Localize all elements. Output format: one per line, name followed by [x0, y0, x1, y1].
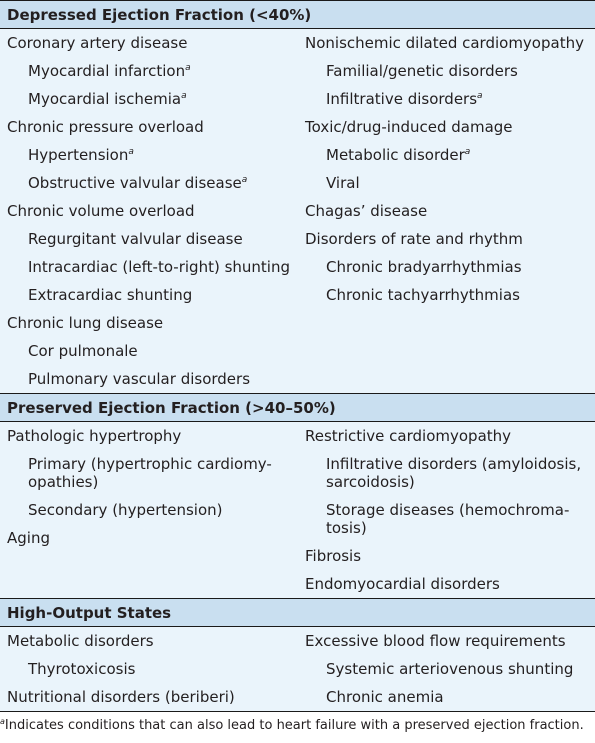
- sub-entry: [7, 85, 297, 113]
- sub-entry: [7, 169, 297, 197]
- entry-text: Chronic tachyarrhythmias: [326, 286, 520, 304]
- sub-entry: [7, 141, 297, 169]
- entry-text: Nonischemic dilated cardiomyopathy: [305, 34, 584, 52]
- footnote-marker: a: [128, 147, 134, 157]
- category-entry: [7, 524, 297, 552]
- entry-text: Intracardiac (left-to-right) shunting: [28, 258, 290, 276]
- entry-text: Infiltrative disorders (amyloidosis, sarcoidosis): [326, 455, 582, 491]
- entry-text: Chronic bradyarrhythmias: [326, 258, 522, 276]
- footnote-marker: a: [464, 147, 471, 157]
- category-entry: [7, 683, 297, 711]
- entry-text: Hypertension: [28, 146, 129, 164]
- entry-text: Disorders of rate and rhythm: [305, 230, 523, 248]
- category-entry: [305, 197, 595, 225]
- entry-text: Pathologic hypertrophy: [7, 427, 182, 445]
- category-entry: [7, 309, 297, 337]
- category-entry: [305, 627, 595, 655]
- sub-entry: [305, 496, 595, 542]
- section-header: Preserved Ejection Fraction (>40–50%): [0, 393, 595, 422]
- entry-text: Excessive blood flow requirements: [305, 632, 566, 650]
- entry-text: Regurgitant valvular disease: [28, 230, 243, 248]
- entry-text: Obstructive valvular disease: [28, 174, 242, 192]
- category-entry: [305, 422, 595, 450]
- entry-text: Toxic/drug-induced damage: [305, 118, 513, 136]
- entry-text: Chagas’ disease: [305, 202, 428, 220]
- entry-text: Pulmonary vascular disorders: [28, 370, 251, 388]
- footnote-mark: a: [0, 717, 5, 726]
- entry-text: Metabolic disorders: [7, 632, 154, 650]
- left-column: [0, 627, 297, 711]
- category-entry: [7, 197, 297, 225]
- entry-text: Secondary (hypertension): [28, 501, 223, 519]
- sub-entry: [7, 365, 297, 393]
- sub-entry: [7, 655, 297, 683]
- sub-entry: [305, 655, 595, 683]
- entry-text: Endomyocardial disorders: [305, 575, 500, 593]
- left-column: [0, 422, 297, 598]
- sub-entry: [305, 683, 595, 711]
- sub-entry: [7, 337, 297, 365]
- entry-text: Chronic anemia: [326, 688, 444, 706]
- right-column: [297, 627, 595, 711]
- section-body: [0, 422, 595, 598]
- section-body: [0, 29, 595, 393]
- entry-text: Familial/genetic disorders: [326, 62, 518, 80]
- entry-text: Nutritional disorders (beriberi): [7, 688, 235, 706]
- right-column: [297, 422, 595, 598]
- sub-entry: [305, 141, 595, 169]
- right-column: [297, 29, 595, 393]
- entry-text: Primary (hypertrophic cardiomy-opathies): [28, 455, 272, 491]
- sub-entry: [7, 281, 297, 309]
- footnote-marker: a: [181, 91, 187, 101]
- category-entry: [7, 422, 297, 450]
- entry-text: Infiltrative disorders: [326, 90, 478, 108]
- entry-text: Coronary artery disease: [7, 34, 188, 52]
- entry-text: Thyrotoxicosis: [28, 660, 136, 678]
- sub-entry: [305, 57, 595, 85]
- entry-text: Myocardial infarction: [28, 62, 186, 80]
- category-entry: [305, 542, 595, 570]
- entry-text: Restrictive cardiomyopathy: [305, 427, 512, 445]
- entry-text: Cor pulmonale: [28, 342, 138, 360]
- entry-text: Systemic arteriovenous shunting: [326, 660, 574, 678]
- section-header: High-Output States: [0, 598, 595, 627]
- footnote-text: Indicates conditions that can also lead to heart failure with a preserved ejection fraction.: [4, 718, 584, 733]
- footnote-marker: a: [477, 91, 483, 101]
- sub-entry: [305, 85, 595, 113]
- category-entry: [7, 113, 297, 141]
- category-entry: [7, 29, 297, 57]
- entry-text: Fibrosis: [305, 547, 362, 565]
- sub-entry: [7, 225, 297, 253]
- entry-text: Viral: [326, 174, 360, 192]
- entry-text: Extracardiac shunting: [28, 286, 193, 304]
- category-entry: [305, 225, 595, 253]
- section-body: [0, 627, 595, 711]
- entry-text: Storage diseases (hemochroma-tosis): [326, 501, 570, 537]
- entry-text: Metabolic disorder: [326, 146, 465, 164]
- section-header: Depressed Ejection Fraction (<40%): [0, 0, 595, 29]
- footnote-marker: a: [241, 175, 248, 185]
- category-entry: [305, 570, 595, 598]
- sub-entry: [305, 253, 595, 281]
- sub-entry: [7, 57, 297, 85]
- footnote-marker: a: [185, 63, 191, 73]
- entry-text: Aging: [7, 529, 50, 547]
- sub-entry: [7, 450, 297, 496]
- footnote: [0, 711, 595, 733]
- sub-entry: [7, 496, 297, 524]
- entry-text: Chronic pressure overload: [7, 118, 204, 136]
- category-entry: [305, 113, 595, 141]
- entry-text: Myocardial ischemia: [28, 90, 182, 108]
- sub-entry: [305, 169, 595, 197]
- left-column: [0, 29, 297, 393]
- entry-text: Chronic lung disease: [7, 314, 164, 332]
- category-entry: [305, 29, 595, 57]
- sub-entry: [305, 281, 595, 309]
- sub-entry: [7, 253, 297, 281]
- category-entry: [7, 627, 297, 655]
- sub-entry: [305, 450, 595, 496]
- entry-text: Chronic volume overload: [7, 202, 195, 220]
